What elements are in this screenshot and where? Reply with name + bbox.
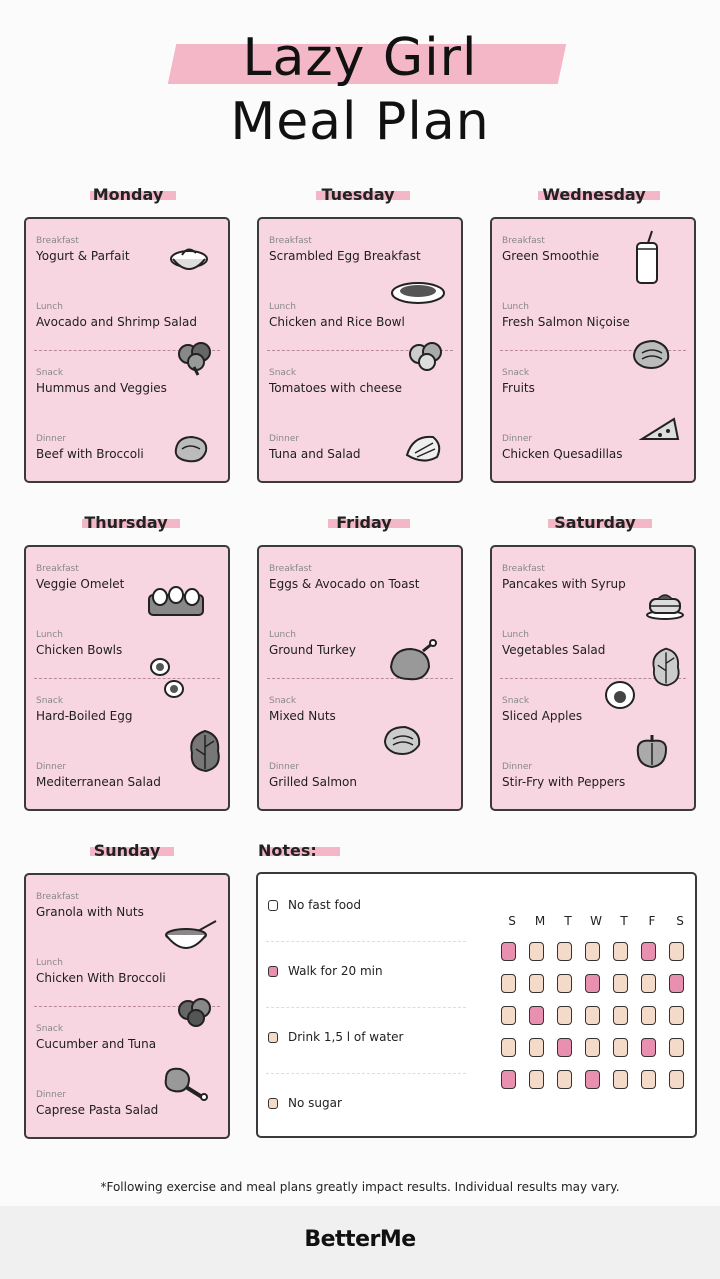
day-card-sunday	[24, 873, 230, 1139]
meal-dinner: Dinner Grilled Salmon	[269, 762, 357, 789]
meal-breakfast: Breakfast Pancakes with Syrup	[502, 564, 626, 591]
meal-dinner: Dinner Caprese Pasta Salad	[36, 1090, 159, 1117]
tracker-row	[501, 1038, 697, 1057]
day-label-monday: Monday	[80, 184, 176, 206]
pepper-icon	[630, 733, 672, 769]
tracker-checkbox[interactable]	[529, 1038, 544, 1057]
tracker-checkbox[interactable]	[613, 1070, 628, 1089]
tracker-checkbox[interactable]	[501, 974, 516, 993]
meal-breakfast: Breakfast Veggie Omelet	[36, 564, 125, 591]
meal-snack: Snack Fruits	[502, 368, 535, 395]
tracker-checkbox[interactable]	[585, 1038, 600, 1057]
meal-lunch: Lunch Ground Turkey	[269, 630, 357, 657]
yogurt-bowl-icon	[168, 239, 210, 275]
weekday-label: S	[676, 914, 684, 928]
notes-label: Notes:	[258, 840, 340, 862]
habit-tracker-grid	[501, 942, 697, 1102]
tracker-checkbox[interactable]	[641, 1038, 656, 1057]
tracker-row	[501, 942, 697, 961]
meal-dinner: Dinner Stir-Fry with Peppers	[502, 762, 626, 789]
tracker-checkbox[interactable]	[529, 1070, 544, 1089]
lettuce-icon	[648, 645, 684, 689]
notes-panel	[256, 872, 697, 1138]
pancakes-icon	[644, 585, 686, 621]
boiled-egg-icon	[146, 655, 188, 701]
tracker-checkbox[interactable]	[501, 1070, 516, 1089]
tracker-checkbox[interactable]	[557, 974, 572, 993]
weekday-label: S	[508, 914, 516, 928]
checkbox[interactable]	[268, 966, 278, 977]
tracker-checkbox[interactable]	[557, 1038, 572, 1057]
day-label-sunday: Sunday	[80, 840, 174, 862]
tracker-checkbox[interactable]	[613, 1006, 628, 1025]
tracker-checkbox[interactable]	[557, 942, 572, 961]
avocado-icon	[600, 677, 640, 711]
tracker-checkbox[interactable]	[669, 1070, 684, 1089]
title-block	[0, 0, 720, 170]
tracker-checkbox[interactable]	[669, 974, 684, 993]
granola-bowl-icon	[162, 917, 218, 957]
broccoli-icon	[174, 341, 216, 377]
meal-breakfast: Breakfast Green Smoothie	[502, 236, 600, 263]
meal-dinner: Dinner Tuna and Salad	[269, 434, 361, 461]
meal-lunch: Lunch Chicken Bowls	[36, 630, 123, 657]
meal-lunch: Lunch Fresh Salmon Niçoise	[502, 302, 630, 329]
day-label-tuesday: Tuesday	[306, 184, 410, 206]
day-card-friday	[257, 545, 463, 811]
weekday-label: W	[590, 914, 602, 928]
meal-snack: Snack Hummus and Veggies	[36, 368, 167, 395]
lettuce-icon	[186, 727, 224, 775]
tracker-checkbox[interactable]	[641, 1006, 656, 1025]
tracker-row	[501, 974, 697, 993]
tracker-checkbox[interactable]	[613, 942, 628, 961]
tracker-row	[501, 1070, 697, 1089]
weekday-label: T	[620, 914, 628, 928]
meal-lunch: Lunch Avocado and Shrimp Salad	[36, 302, 197, 329]
day-card-monday	[24, 217, 230, 483]
tracker-checkbox[interactable]	[529, 1006, 544, 1025]
egg-carton-icon	[146, 583, 206, 619]
meal-breakfast: Breakfast Yogurt & Parfait	[36, 236, 130, 263]
day-card-saturday	[490, 545, 696, 811]
tracker-checkbox[interactable]	[613, 974, 628, 993]
checkbox[interactable]	[268, 1098, 278, 1109]
day-label-wednesday: Wednesday	[528, 184, 660, 206]
tracker-checkbox[interactable]	[585, 1006, 600, 1025]
tracker-checkbox[interactable]	[669, 1038, 684, 1057]
meal-snack: Snack Tomatoes with cheese	[269, 368, 403, 395]
broccoli-icon	[174, 997, 216, 1033]
tracker-checkbox[interactable]	[529, 974, 544, 993]
tracker-checkbox[interactable]	[501, 1006, 516, 1025]
tracker-checkbox[interactable]	[501, 942, 516, 961]
rice-plate-icon	[389, 275, 447, 311]
meal-breakfast: Breakfast Eggs & Avocado on Toast	[269, 564, 420, 591]
meal-breakfast: Breakfast Granola with Nuts	[36, 892, 144, 919]
weekday-label: M	[534, 914, 546, 928]
note-item[interactable]: Drink 1,5 l of water	[268, 1030, 404, 1044]
meal-breakfast: Breakfast Scrambled Egg Breakfast	[269, 236, 421, 263]
page-title-line-2: Meal Plan	[230, 92, 490, 152]
weekday-label: T	[564, 914, 572, 928]
chicken-leg-icon	[160, 1063, 210, 1103]
beef-icon	[170, 431, 212, 467]
tracker-checkbox[interactable]	[641, 974, 656, 993]
meal-snack: Snack Sliced Apples	[502, 696, 583, 723]
note-item[interactable]: No fast food	[268, 898, 361, 912]
turkey-icon	[385, 639, 437, 685]
meal-lunch: Lunch Vegetables Salad	[502, 630, 606, 657]
note-item[interactable]: Walk for 20 min	[268, 964, 383, 978]
meal-snack: Snack Hard-Boiled Egg	[36, 696, 133, 723]
meal-snack: Snack Cucumber and Tuna	[36, 1024, 157, 1051]
week-day-header	[498, 914, 694, 928]
tracker-checkbox[interactable]	[641, 942, 656, 961]
tracker-checkbox[interactable]	[585, 974, 600, 993]
smoothie-jar-icon	[632, 229, 662, 289]
day-card-tuesday	[257, 217, 463, 483]
tracker-checkbox[interactable]	[529, 942, 544, 961]
day-card-thursday	[24, 545, 230, 811]
tracker-checkbox[interactable]	[669, 942, 684, 961]
tracker-checkbox[interactable]	[501, 1038, 516, 1057]
tracker-row	[501, 1006, 697, 1025]
meal-dinner: Dinner Chicken Quesadillas	[502, 434, 623, 461]
checkbox[interactable]	[268, 1032, 278, 1043]
note-item[interactable]: No sugar	[268, 1096, 342, 1110]
tracker-checkbox[interactable]	[641, 1070, 656, 1089]
tracker-checkbox[interactable]	[585, 942, 600, 961]
fish-steak-icon	[403, 431, 445, 467]
tracker-checkbox[interactable]	[557, 1006, 572, 1025]
salmon-steak-icon	[630, 337, 672, 373]
meal-lunch: Lunch Chicken With Broccoli	[36, 958, 166, 985]
day-card-wednesday	[490, 217, 696, 483]
tracker-checkbox[interactable]	[613, 1038, 628, 1057]
tracker-checkbox[interactable]	[669, 1006, 684, 1025]
tracker-checkbox[interactable]	[557, 1070, 572, 1089]
day-label-thursday: Thursday	[72, 512, 180, 534]
page-title-line-1: Lazy Girl	[242, 28, 478, 88]
weekday-label: F	[648, 914, 656, 928]
broccoli-icon	[405, 341, 447, 377]
meal-lunch: Lunch Chicken and Rice Bowl	[269, 302, 405, 329]
meal-dinner: Dinner Mediterranean Salad	[36, 762, 161, 789]
tracker-checkbox[interactable]	[585, 1070, 600, 1089]
meal-dinner: Dinner Beef with Broccoli	[36, 434, 144, 461]
checkbox[interactable]	[268, 900, 278, 911]
meal-snack: Snack Mixed Nuts	[269, 696, 336, 723]
brand-logo: BetterMe	[304, 1227, 416, 1252]
day-label-saturday: Saturday	[538, 512, 652, 534]
day-label-friday: Friday	[318, 512, 410, 534]
quesadilla-slice-icon	[638, 413, 680, 449]
disclaimer-text: *Following exercise and meal plans greatly impact results. Individual results may vary.	[100, 1180, 620, 1194]
salmon-steak-icon	[381, 723, 423, 759]
